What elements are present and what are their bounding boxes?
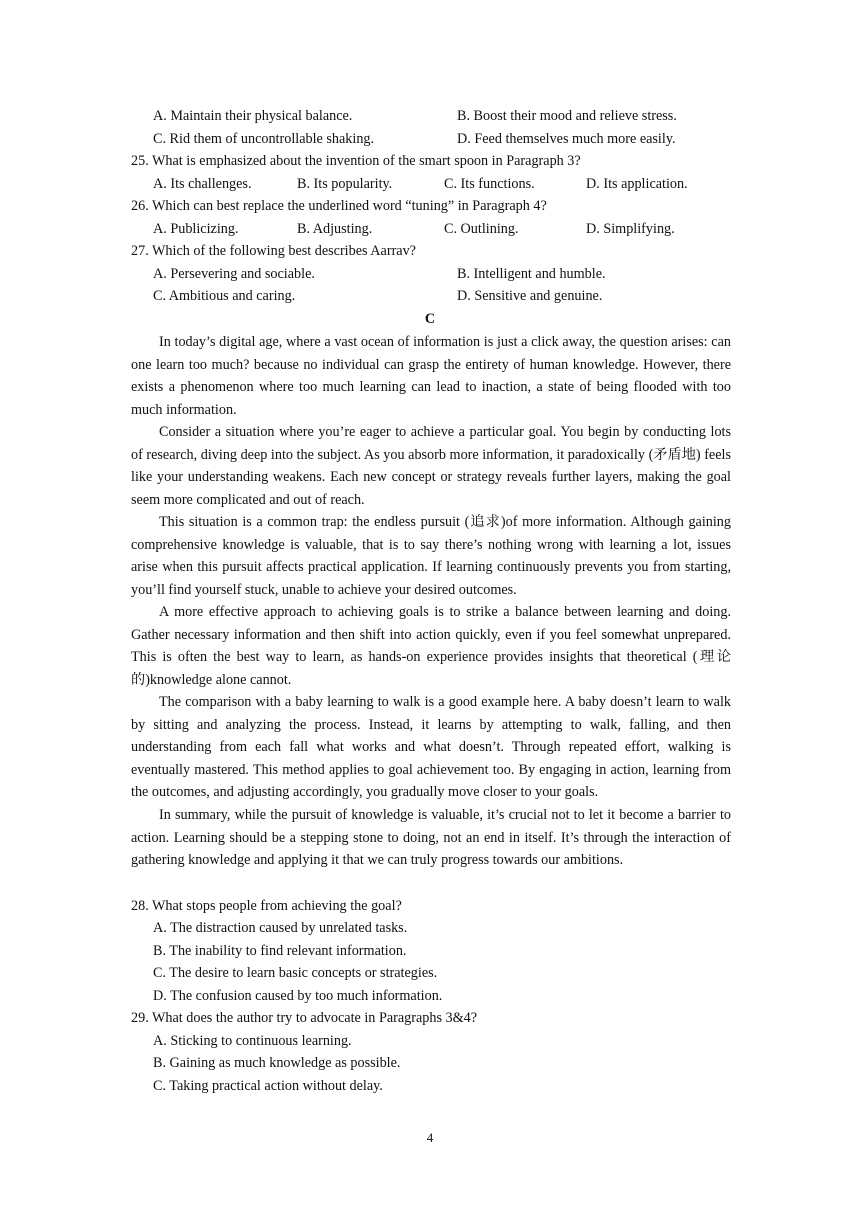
passage-paragraph-5: The comparison with a baby learning to walk is a good example here. A baby doesn’t learn to walk by sitting and analyzing the process. Instead, it learns by attempting to walk, falling, and then understanding from each fall what works and what doesn’t. Through repeated effort, walking is eventually mastered. This method applies to goal achievement too. By engaging in action, learning from the outcomes, and adjusting accordingly, you gradually move closer to your goals. <box>131 694 731 800</box>
q28-option-d: D. The confusion caused by too much information. <box>153 988 443 1004</box>
q26-option-b: B. Adjusting. <box>297 221 373 237</box>
passage-paragraph-3: This situation is a common trap: the endless pursuit (追求)of more information. Although gaining comprehensive knowledge is valuable, that is to say there’s nothing wrong with learning a lot, issues arise when this pursuit affects practical application. If learning continuously prevents you from starting, you’ll find yourself stuck, unable to achieve your desired outcomes. <box>131 514 731 598</box>
q27-option-b: B. Intelligent and humble. <box>457 266 606 282</box>
q29-option-a: A. Sticking to continuous learning. <box>153 1033 352 1049</box>
passage-paragraph-6: In summary, while the pursuit of knowledge is valuable, it’s crucial not to let it become a barrier to action. Learning should be a stepping stone to doing, not an end in itself. It’s through the interaction of gathering knowledge and applying it that we can truly progress towards our ambitions. <box>131 807 731 868</box>
q28-option-c: C. The desire to learn basic concepts or strategies. <box>153 965 438 981</box>
q25-option-b: B. Its popularity. <box>297 176 393 192</box>
q29-option-c: C. Taking practical action without delay. <box>153 1078 383 1094</box>
q26-stem: 26. Which can best replace the underlined word “tuning” in Paragraph 4? <box>131 198 547 214</box>
passage-paragraph-4: A more effective approach to achieving goals is to strike a balance between learning and doing. Gather necessary information and then shift into action quickly, even if you feel somewhat unprepared. This is often the best way to learn, as hands-on experience provides insights that theoretical (理论的)knowledge alone cannot. <box>131 604 731 688</box>
q25-option-d: D. Its application. <box>586 176 688 192</box>
q25-option-a: A. Its challenges. <box>153 176 252 192</box>
q26-option-c: C. Outlining. <box>444 221 519 237</box>
q29-option-b: B. Gaining as much knowledge as possible. <box>153 1055 401 1071</box>
q28-stem: 28. What stops people from achieving the goal? <box>131 898 402 914</box>
q27-stem: 27. Which of the following best describes Aarrav? <box>131 243 416 259</box>
q26-option-a: A. Publicizing. <box>153 221 239 237</box>
q26-option-d: D. Simplifying. <box>586 221 675 237</box>
q24-option-d: D. Feed themselves much more easily. <box>457 131 676 147</box>
q27-option-d: D. Sensitive and genuine. <box>457 288 603 304</box>
q25-stem: 25. What is emphasized about the invention of the smart spoon in Paragraph 3? <box>131 153 581 169</box>
q24-option-a: A. Maintain their physical balance. <box>153 108 353 124</box>
q27-option-c: C. Ambitious and caring. <box>153 288 296 304</box>
q24-option-b: B. Boost their mood and relieve stress. <box>457 108 677 124</box>
q25-option-c: C. Its functions. <box>444 176 535 192</box>
q28-option-b: B. The inability to find relevant information. <box>153 943 407 959</box>
q27-option-a: A. Persevering and sociable. <box>153 266 315 282</box>
passage-paragraph-2: Consider a situation where you’re eager to achieve a particular goal. You begin by conducting lots of research, diving deep into the subject. As you absorb more information, it paradoxically (矛盾地) feels like your understanding weakens. Each new concept or strategy reveals further layers, making the goal seem more complicated and out of reach. <box>131 424 731 508</box>
q29-stem: 29. What does the author try to advocate in Paragraphs 3&4? <box>131 1010 478 1026</box>
passage-paragraph-1: In today’s digital age, where a vast ocean of information is just a click away, the question arises: can one learn too much? because no individual can grasp the entirety of human knowledge. However, there exists a phenomenon where too much learning can lead to inaction, a state of being flooded with too much information. <box>131 334 731 418</box>
section-heading: C <box>424 311 436 327</box>
q24-option-c: C. Rid them of uncontrollable shaking. <box>153 131 375 147</box>
q28-option-a: A. The distraction caused by unrelated tasks. <box>153 920 408 936</box>
page-number: 4 <box>426 1130 434 1145</box>
